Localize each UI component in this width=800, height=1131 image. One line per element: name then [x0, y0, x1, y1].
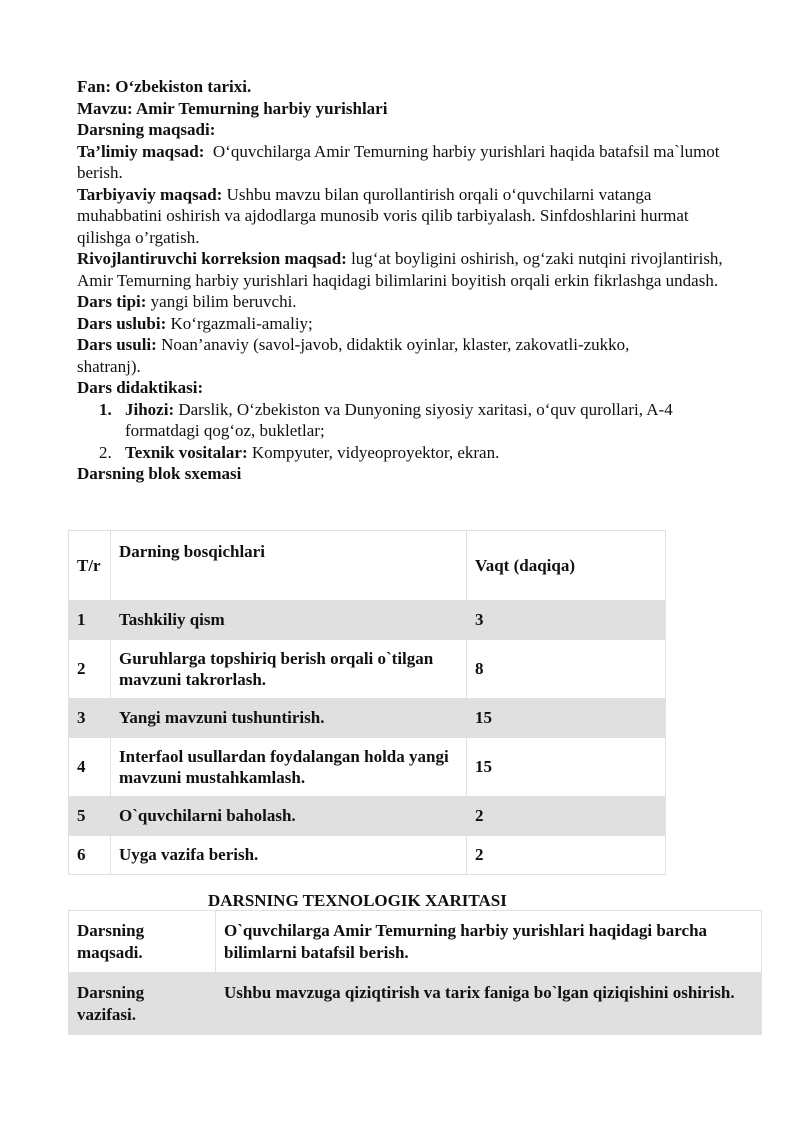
- row-time: 2: [467, 836, 666, 875]
- development-goal: Rivojlantiruvchi korreksion maqsad: lug‘at boyligini oshirish, og‘zaki nutqini rivojlantirish, Amir Temurning harbiy yurishlari haqidagi bilimlarini boyitish orqali erkin fikrlashga undash.: [77, 249, 723, 290]
- header-cell-number: T/r: [69, 531, 111, 601]
- row-number: 4: [69, 738, 111, 797]
- row-stage: O`quvchilarni baholash.: [111, 797, 467, 836]
- table-header-row: [69, 531, 666, 601]
- row-number: 2: [69, 640, 111, 699]
- row-label: Darsning vazifasi.: [69, 973, 216, 1035]
- lesson-type: Dars tipi: yangi bilim beruvchi.: [77, 292, 297, 311]
- lesson-style: Dars uslubi: Ko‘rgazmali-amaliy;: [77, 313, 313, 333]
- row-time: 15: [467, 738, 666, 797]
- row-stage: Uyga vazifa berish.: [111, 836, 467, 875]
- row-number: 6: [69, 836, 111, 875]
- subject-line: Fan: O‘zbekiston tarixi.: [77, 77, 252, 96]
- row-time: 8: [467, 640, 666, 699]
- row-stage: Tashkiliy qism: [111, 601, 467, 640]
- row-stage: Yangi mavzuni tushuntirish.: [111, 699, 467, 738]
- lesson-plan-body: [77, 76, 737, 485]
- table-row: [69, 836, 666, 875]
- didactics-heading: Dars didaktikasi:: [77, 378, 204, 397]
- row-time: 3: [467, 601, 666, 640]
- table-row: [69, 601, 666, 640]
- row-number: 3: [69, 699, 111, 738]
- row-time: 2: [467, 797, 666, 836]
- tech-map-title: DARSNING TEXNOLOGIK XARITASI: [208, 891, 507, 910]
- row-stage: Guruhlarga topshiriq berish orqali o`tilgan mavzuni takrorlash.: [111, 640, 467, 699]
- tech-map-table: [68, 910, 762, 1035]
- table-row: [69, 699, 666, 738]
- table-row: [69, 973, 762, 1035]
- block-scheme-heading: Darsning blok sxemasi: [77, 464, 242, 483]
- didactics-list: [77, 399, 737, 464]
- row-stage: Interfaol usullardan foydalangan holda yangi mavzuni mustahkamlash.: [111, 738, 467, 797]
- row-time: 15: [467, 699, 666, 738]
- row-number: 1: [69, 601, 111, 640]
- table-row: [69, 640, 666, 699]
- didactics-item: 2. Texnik vositalar: Kompyuter, vidyeoproyektor, ekran.: [99, 442, 500, 462]
- row-text: Ushbu mavzuga qiziqtirish va tarix faniga bo`lgan qiziqishini oshirish.: [216, 973, 762, 1035]
- upbringing-goal: Tarbiyaviy maqsad: Ushbu mavzu bilan qurollantirish orqali o‘quvchilarni vatanga muhabbatini oshirish va ajdodlarga munosib voris qilib tarbiyalash. Sinfdoshlarini hurmat qilishga o’rgatish.: [77, 184, 689, 247]
- row-label: Darsning maqsadi.: [69, 911, 216, 973]
- didactics-item: 1. Jihozi: Darslik, O‘zbekiston va Dunyoning siyosiy xaritasi, o‘quv qurollari, A-4 formatdagi qog‘oz, bukletlar;: [99, 399, 673, 440]
- table-row: [69, 797, 666, 836]
- header-cell-time: Vaqt (daqiqa): [467, 531, 666, 601]
- row-number: 5: [69, 797, 111, 836]
- educational-goal: Ta’limiy maqsad: O‘quvchilarga Amir Temurning harbiy yurishlari haqida batafsil ma`lumot berish.: [77, 141, 720, 182]
- row-text: O`quvchilarga Amir Temurning harbiy yurishlari haqidagi barcha bilimlarni batafsil berish.: [216, 911, 762, 973]
- block-scheme-table: [68, 530, 666, 875]
- table-row: [69, 911, 762, 973]
- topic-line: Mavzu: Amir Temurning harbiy yurishlari: [77, 98, 388, 118]
- header-cell-stages: Darning bosqichlari: [111, 531, 467, 601]
- table-row: [69, 738, 666, 797]
- goals-heading: Darsning maqsadi:: [77, 120, 216, 139]
- lesson-method: Dars usuli: Noan’anaviy (savol-javob, didaktik oyinlar, klaster, zakovatli-zukko, shatranj).: [77, 335, 630, 376]
